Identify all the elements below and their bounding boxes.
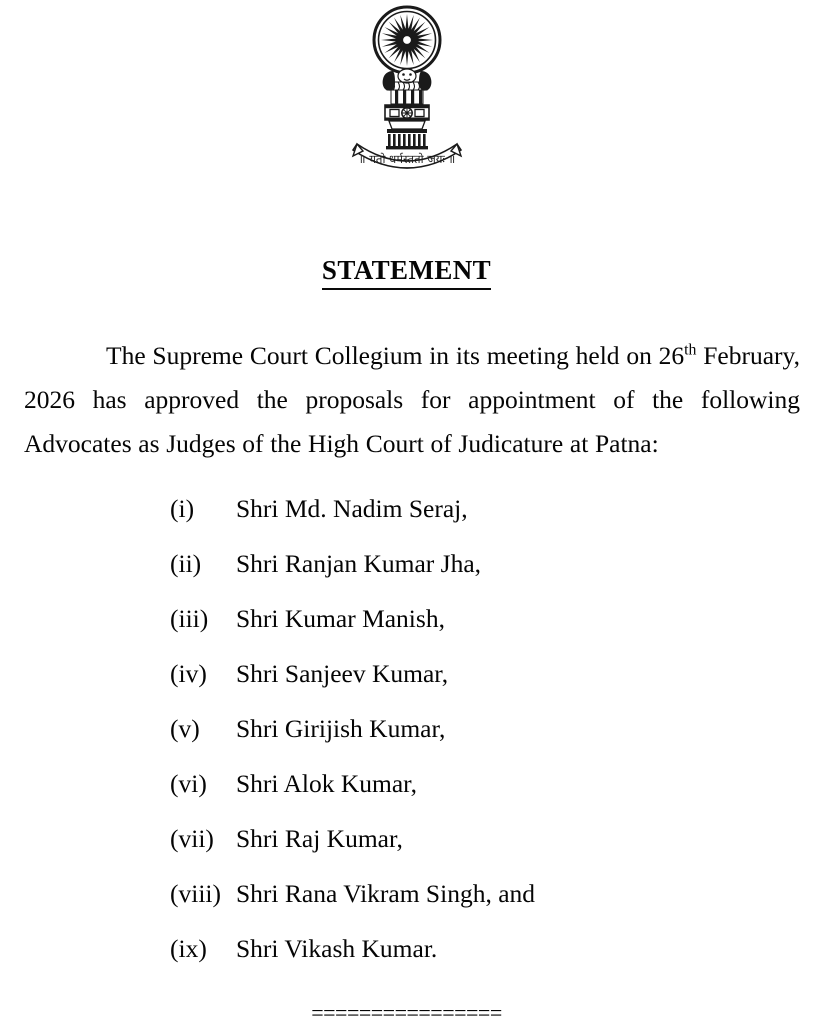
list-item-name: Shri Md. Nadim Seraj, — [236, 494, 468, 523]
list-item-numeral: (i) — [170, 494, 195, 523]
list-item — [170, 712, 770, 767]
paragraph-lead-text: The Supreme Court Collegium in its meeting held on — [106, 341, 659, 370]
list-item-name: Shri Ranjan Kumar Jha, — [236, 549, 482, 578]
list-item-numeral: (vii) — [170, 824, 214, 853]
page-title: STATEMENT — [322, 256, 491, 290]
statement-paragraph — [24, 334, 800, 466]
list-item-numeral: (vi) — [170, 769, 207, 798]
statement-body — [24, 334, 800, 466]
list-item-numeral: (viii) — [170, 879, 221, 908]
list-item-name: Shri Alok Kumar, — [236, 769, 418, 798]
paragraph-tail-text: has approved the proposals for appointment of the following Advocates as Judges of the High Court of Judicature at Patna: — [24, 385, 800, 458]
list-item — [170, 877, 770, 932]
list-item — [170, 822, 770, 877]
list-item-name: Shri Rana Vikram Singh, and — [236, 879, 536, 908]
footer-divider: ================ — [311, 1000, 502, 1025]
list-item-name: Shri Girijish Kumar, — [236, 714, 446, 743]
list-item-numeral: (iv) — [170, 659, 207, 688]
list-item-numeral: (v) — [170, 714, 200, 743]
list-item-name: Shri Kumar Manish, — [236, 604, 445, 633]
meeting-day: 26 — [658, 341, 685, 370]
footer-container — [0, 1000, 813, 1026]
list-item-name: Shri Sanjeev Kumar, — [236, 659, 449, 688]
meeting-month-year: February, 2026 — [24, 341, 800, 414]
list-item — [170, 932, 770, 987]
emblem-container — [0, 4, 813, 180]
list-item — [170, 657, 770, 712]
list-item — [170, 492, 770, 547]
list-item-name: Shri Raj Kumar, — [236, 824, 403, 853]
appointee-list — [170, 492, 770, 987]
list-item — [170, 767, 770, 822]
list-item-numeral: (ix) — [170, 934, 207, 963]
list-item — [170, 602, 770, 657]
ordinal-suffix: th — [684, 341, 697, 359]
list-item-name: Shri Vikash Kumar. — [236, 934, 438, 963]
supreme-court-of-india-emblem-icon — [343, 4, 471, 180]
svg-text:॥ यतो धर्मस्ततो जयः ॥: ॥ यतो धर्मस्ततो जयः ॥ — [358, 152, 455, 166]
list-item-numeral: (ii) — [170, 549, 202, 578]
list-item-numeral: (iii) — [170, 604, 209, 633]
title-container — [0, 256, 813, 290]
list-item — [170, 547, 770, 602]
